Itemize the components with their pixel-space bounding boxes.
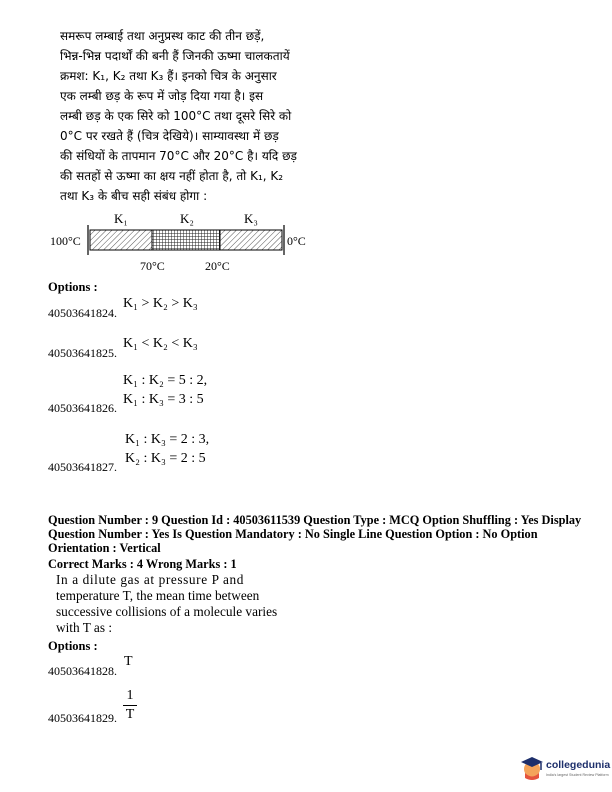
q8-option-3-line-2[interactable]: K₁ : K₃ = 3 : 5 (123, 392, 204, 407)
q8-line-2: भिन्न-भिन्न पदार्थों की बनी हैं जिनकी ऊष्मा चालकतायें (60, 49, 290, 63)
rod-junction-temp-2: 20°C (205, 259, 230, 273)
fraction-bar (123, 705, 137, 706)
q8-line-6: 0°C पर रखते हैं (चित्र देखिये)। साम्यावस्था में छड़ (60, 129, 279, 143)
q8-line-7: की संधियों के तापमान 70°C और 20°C है। यदि छड़ (60, 149, 297, 163)
q8-line-5: लम्बी छड़ के एक सिरे को 100°C तथा दूसरे सिरे को (60, 109, 292, 123)
rod-junction-temp-1: 70°C (140, 259, 165, 273)
q9-header-line-3: Orientation : Vertical (48, 541, 161, 555)
q9-header-line-2: Question Number : Yes Is Question Mandatory : No Single Line Question Option : No Option (48, 527, 538, 541)
q9-header-line-1: Question Number : 9 Question Id : 40503611539 Question Type : MCQ Option Shuffling : Yes Display (48, 513, 582, 527)
rod-label-k2: K₂ (180, 211, 194, 226)
rod-figure (0, 206, 612, 276)
q9-text-line-1: In a dilute gas at pressure P and (56, 572, 245, 587)
rod-segment-k3 (220, 230, 282, 250)
q9-text-line-2: temperature T, the mean time between (56, 588, 260, 603)
rod-segment-k1 (90, 230, 152, 250)
q8-line-4: एक लम्बी छड़ के रूप में जोड़ दिया गया है। इस (60, 89, 264, 103)
q8-option-1-value[interactable]: K₁ > K₂ > K₃ (123, 296, 198, 311)
q8-option-4-line-1[interactable]: K₁ : K₃ = 2 : 3, (125, 432, 210, 447)
rod-segment-k2 (152, 230, 220, 250)
rod-left-temp: 100°C (50, 234, 81, 248)
q8-option-4-line-2[interactable]: K₂ : K₃ = 2 : 5 (125, 451, 206, 466)
rod-right-temp: 0°C (287, 234, 306, 248)
q9-text-line-4: with T as : (56, 620, 113, 635)
q8-line-9: तथा K₃ के बीच सही संबंध होगा : (60, 189, 208, 203)
brand-name: collegedunia (546, 759, 611, 771)
rod-label-k3: K₃ (244, 211, 258, 226)
q9-option-1-id: 40503641828. (48, 664, 117, 678)
q8-option-3-line-1[interactable]: K₁ : K₂ = 5 : 2, (123, 373, 208, 388)
rod-label-k1: K₁ (114, 211, 128, 226)
q8-option-1-id: 40503641824. (48, 306, 117, 320)
q8-options-label: Options : (48, 280, 98, 294)
graduation-cap-icon (519, 754, 545, 780)
collegedunia-logo (519, 752, 609, 786)
q9-option-2-id: 40503641829. (48, 711, 117, 725)
q8-option-3-id: 40503641826. (48, 401, 117, 415)
q9-text-line-3: successive collisions of a molecule varies (56, 604, 278, 619)
q8-line-3: क्रमश: K₁, K₂ तथा K₃ हैं। इनको चित्र के अनुसार (60, 69, 277, 83)
q8-line-8: की सतहों से ऊष्मा का क्षय नहीं होता है, तो K₁, K₂ (60, 169, 284, 183)
q9-option-2-fraction[interactable] (123, 688, 137, 723)
q9-options-label: Options : (48, 639, 98, 653)
q8-option-4-id: 40503641827. (48, 460, 117, 474)
q8-line-1: समरूप लम्बाई तथा अनुप्रस्थ काट की तीन छड़ें, (60, 29, 265, 43)
fraction-numerator: 1 (126, 688, 134, 703)
q8-option-2-id: 40503641825. (48, 346, 117, 360)
q9-marks: Correct Marks : 4 Wrong Marks : 1 (48, 557, 237, 571)
q8-option-2-value[interactable]: K₁ < K₂ < K₃ (123, 336, 198, 351)
brand-tagline: India's largest Student Review Platform (546, 773, 609, 777)
q9-option-1-value[interactable]: T (124, 654, 133, 669)
fraction-denominator: T (125, 707, 135, 722)
